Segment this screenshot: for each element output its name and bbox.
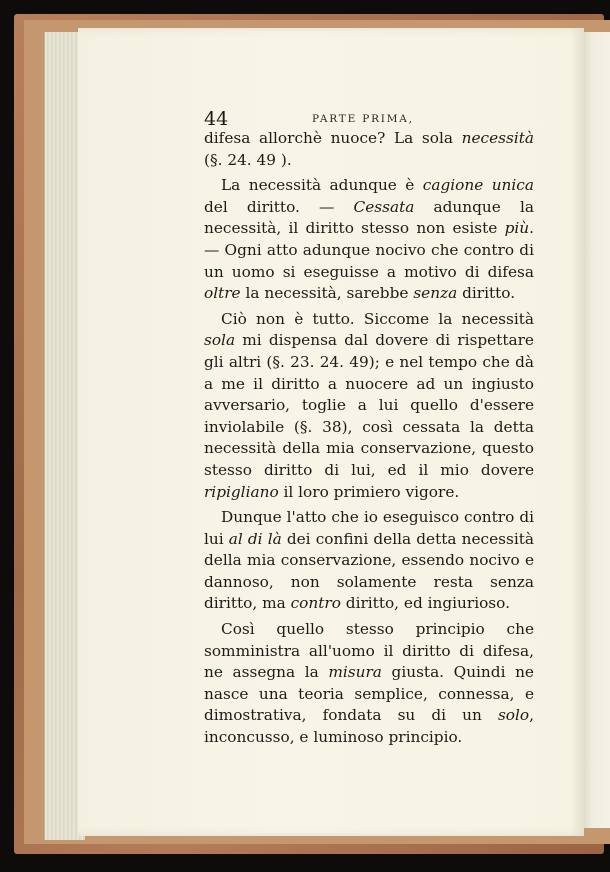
italic-text: al di là <box>228 529 282 548</box>
text-run: il loro primiero vigore. <box>278 482 460 501</box>
paragraph <box>204 507 534 615</box>
paragraph <box>204 309 534 503</box>
text-run: del diritto. — <box>204 197 354 216</box>
italic-text: solo <box>497 706 530 725</box>
text-run: . — Ogni atto adunque nocivo che contro di un uomo si eseguisse a motivo di difesa <box>204 219 534 281</box>
paragraph <box>204 128 534 171</box>
text-run: diritto. <box>457 284 516 303</box>
text-run: (§. 24. 49 ). <box>204 150 292 169</box>
italic-text: più <box>504 219 530 238</box>
text-run: adunque la necessità, il diritto stesso non esiste <box>204 197 534 238</box>
italic-text: cagione unica <box>422 176 534 195</box>
text-run: mi dispensa dal dovere di rispettare gli altri (§. 23. 24. 49); e nel tempo che dà a me il diritto a nuocere ad un ingiusto avversario, toglie a lui quello d'essere inviolabile (§. 38), così cessata la detta necessità della mia conservazione, questo stesso diritto di lui, ed il mio dovere <box>204 331 534 479</box>
text-run: Dunque l'atto che io eseguisco contro di lui <box>204 508 534 548</box>
page-number: 44 <box>204 108 229 130</box>
paragraph <box>204 619 534 749</box>
italic-text: contro <box>290 594 341 613</box>
text-run: giusta. Quindi ne nasce una teoria semplice, connessa, e dimostrativa, fondata su di un <box>204 663 534 725</box>
text-run: , inconcusso, e luminoso principio. <box>204 706 534 747</box>
body-text <box>204 128 534 753</box>
italic-text: Cessata <box>353 197 415 216</box>
running-head: PARTE PRIMA, <box>312 113 414 125</box>
text-run: la necessità, sarebbe <box>240 284 414 303</box>
text-run: Ciò non è tutto. Siccome la necessità <box>221 309 534 328</box>
text-run: La necessità adunque è <box>221 176 423 195</box>
text-run: diritto, ed ingiurioso. <box>340 594 510 613</box>
text-run: dei confini della detta necessità della mia conservazione, essendo nocivo e dannoso, non solamente resta senza diritto, ma <box>204 529 535 613</box>
italic-text: oltre <box>204 284 241 303</box>
text-run: Così quello stesso principio che somministra all'uomo il diritto di difesa, ne assegna la <box>204 620 534 682</box>
italic-text: misura <box>328 663 382 682</box>
italic-text: ripigliano <box>204 482 279 501</box>
italic-text: sola <box>204 331 236 350</box>
italic-text: senza <box>413 284 458 303</box>
italic-text: necessità <box>461 129 534 147</box>
text-run: difesa allorchè nuoce? La sola <box>204 129 462 147</box>
paragraph <box>204 175 534 305</box>
